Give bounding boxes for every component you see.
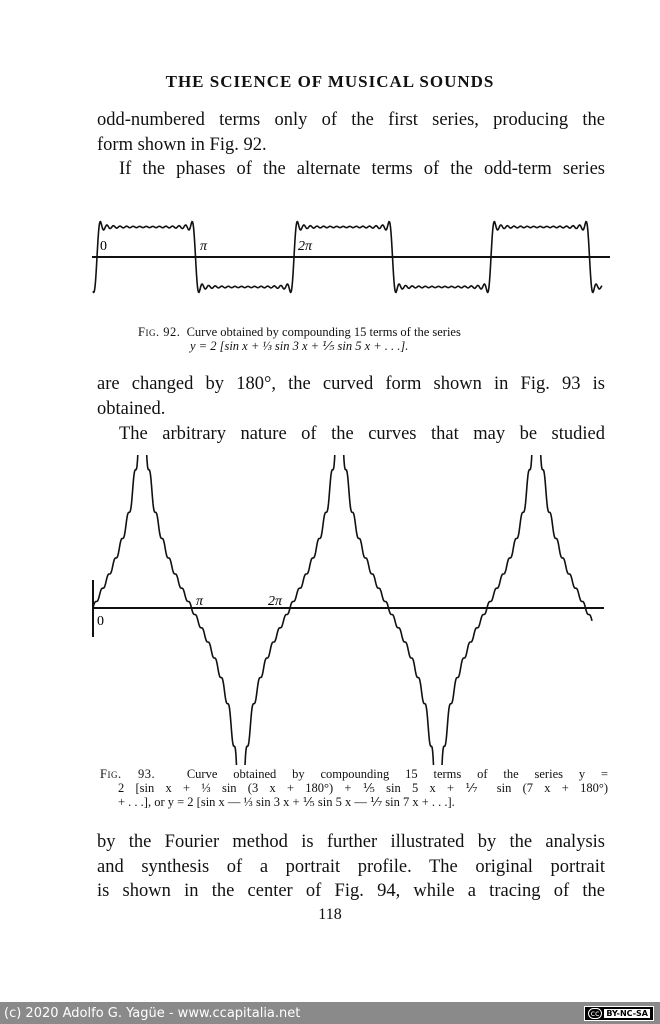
- peaked-wave-curve: [93, 455, 592, 765]
- figure-93-caption: [100, 767, 608, 809]
- page-number: 118: [318, 906, 342, 923]
- caption-title: Fig. 92.: [138, 325, 181, 339]
- license-badge[interactable]: [584, 1006, 654, 1021]
- footer-credit-bar: [0, 1002, 660, 1024]
- figure-93-peaked-wave: [0, 455, 660, 765]
- caption-formula-line: 2 [sin x + ⅓ sin (3 x + 180°) + ⅕ sin 5 x + ⅐ sin (7 x + 180°): [118, 781, 608, 795]
- paragraph-continuation: [97, 108, 605, 157]
- text-line: The arbitrary nature of the curves that may be studied: [119, 424, 605, 444]
- text-line: If the phases of the alternate terms of the odd-term series: [119, 159, 605, 179]
- text-line: form shown in Fig. 92.: [97, 134, 267, 155]
- caption-formula: y = 2 [sin x + ⅓ sin 3 x + ⅕ sin 5 x + . . .].: [190, 339, 409, 353]
- paragraph-fourier: [97, 830, 605, 904]
- footer-credit: (c) 2020 Adolfo G. Yagüe - www.ccapitalia.net: [4, 1005, 301, 1021]
- paragraph-changed: [97, 372, 605, 421]
- caption-formula-line: + . . .], or y = 2 [sin x — ⅓ sin 3 x + ⅕ sin 5 x — ⅐ sin 7 x + . . .].: [118, 795, 455, 809]
- license-type: BY-NC-SA: [606, 1008, 648, 1018]
- label-two-pi: 2π: [298, 239, 313, 254]
- label-pi: π: [196, 594, 204, 609]
- text-line: obtained.: [97, 398, 166, 419]
- running-title: THE SCIENCE OF MUSICAL SOUNDS: [165, 72, 495, 91]
- label-zero: 0: [100, 239, 107, 254]
- label-two-pi: 2π: [268, 594, 283, 609]
- text-line: are changed by 180°, the curved form shown in Fig. 93 is: [97, 374, 605, 394]
- caption-title: Fig. 93.: [100, 767, 156, 781]
- cc-icon: cc: [588, 1008, 603, 1019]
- text-line: by the Fourier method is further illustrated by the analysis: [97, 832, 605, 852]
- caption-text: Curve obtained by compounding 15 terms of the series: [186, 325, 461, 339]
- figure-92-caption: [138, 325, 578, 353]
- paragraph-phases: [97, 157, 605, 182]
- paragraph-arbitrary: [97, 422, 605, 447]
- label-zero: 0: [97, 614, 104, 629]
- label-pi: π: [200, 239, 208, 254]
- text-line: and synthesis of a portrait profile. The original portrait: [97, 856, 605, 877]
- text-line: odd-numbered terms only of the first series, producing the: [97, 110, 605, 130]
- figure-92-square-wave: [0, 190, 660, 330]
- caption-text: Curve obtained by compounding 15 terms of the series y =: [186, 767, 609, 781]
- text-line: is shown in the center of Fig. 94, while a tracing of the: [97, 881, 605, 901]
